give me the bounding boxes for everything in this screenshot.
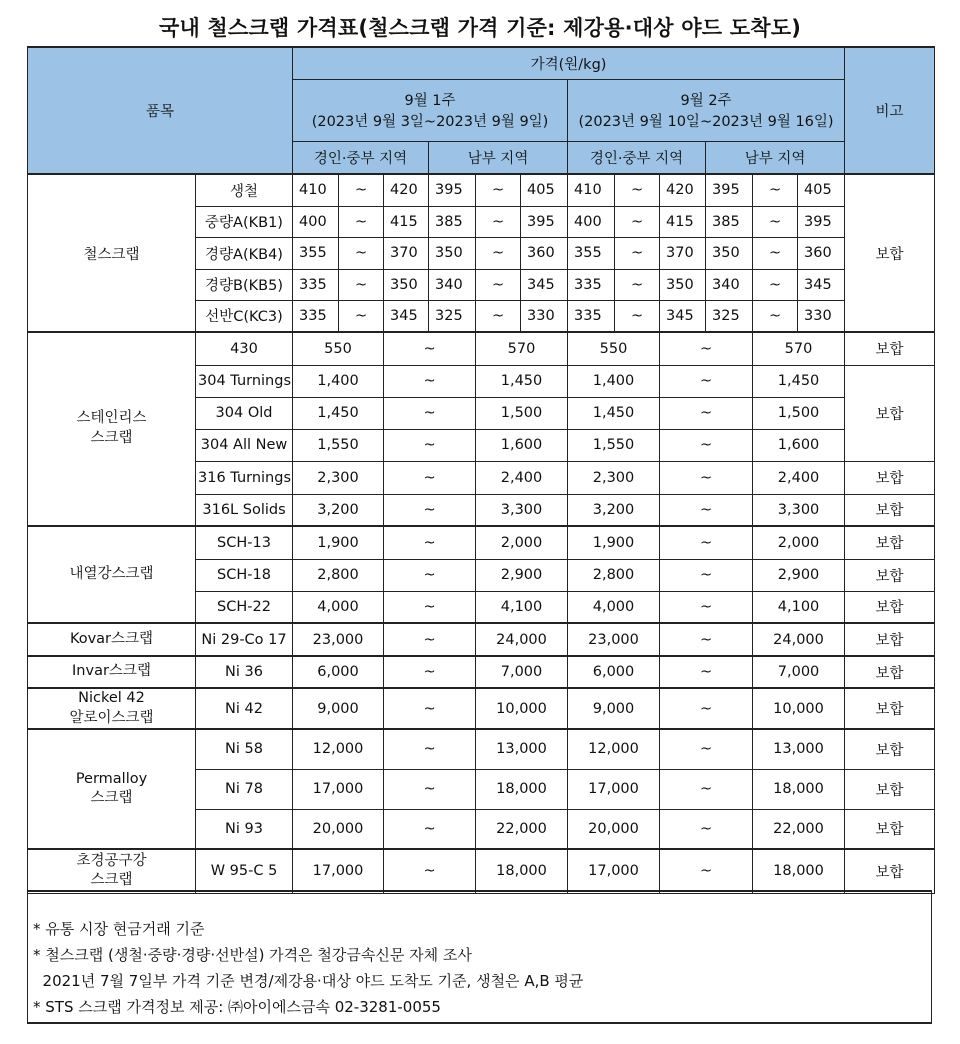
item-name: 430 [196, 332, 293, 365]
price-low: 1,900 [568, 526, 660, 559]
price-low: 325 [429, 300, 476, 332]
item-name: 선반C(KC3) [196, 300, 293, 332]
price-high: 330 [798, 300, 845, 332]
price-high: 415 [384, 206, 429, 237]
category-label: 철스크랩 [28, 174, 196, 332]
range-tilde: ~ [660, 332, 753, 365]
range-tilde: ~ [476, 206, 521, 237]
price-high: 345 [660, 300, 706, 332]
price-low: 23,000 [293, 623, 384, 656]
range-tilde: ~ [384, 656, 476, 688]
price-low: 395 [706, 174, 753, 206]
remark: 보합 [845, 769, 935, 809]
price-low: 340 [706, 269, 753, 300]
note-line: * 철스크랩 (생철·중량·경량·선반설) 가격은 철강금속신문 자체 조사 [33, 946, 472, 964]
price-high: 360 [521, 237, 568, 269]
price-high: 24,000 [753, 623, 845, 656]
price-high: 18,000 [753, 769, 845, 809]
remark: 보합 [845, 591, 935, 623]
range-tilde: ~ [660, 656, 753, 688]
price-high: 2,400 [476, 461, 568, 494]
header-region-south-w2: 남부 지역 [706, 141, 845, 174]
range-tilde: ~ [660, 397, 753, 429]
table-row [28, 688, 935, 729]
price-low: 3,200 [293, 494, 384, 526]
item-name: 중량A(KB1) [196, 206, 293, 237]
price-high: 2,900 [476, 559, 568, 591]
item-name: Ni 58 [196, 729, 293, 769]
table-row [28, 332, 935, 365]
header-remarks: 비고 [845, 47, 935, 174]
category-label: Permalloy 스크랩 [28, 729, 196, 849]
header-region-south-w1: 남부 지역 [429, 141, 568, 174]
price-high: 13,000 [753, 729, 845, 769]
range-tilde: ~ [660, 494, 753, 526]
price-high: 345 [798, 269, 845, 300]
price-low: 1,450 [568, 397, 660, 429]
range-tilde: ~ [384, 332, 476, 365]
range-tilde: ~ [615, 269, 660, 300]
price-low: 23,000 [568, 623, 660, 656]
price-low: 6,000 [568, 656, 660, 688]
range-tilde: ~ [476, 237, 521, 269]
price-table [27, 46, 935, 894]
range-tilde: ~ [660, 559, 753, 591]
range-tilde: ~ [615, 300, 660, 332]
range-tilde: ~ [339, 206, 384, 237]
range-tilde: ~ [384, 429, 476, 461]
price-high: 4,100 [753, 591, 845, 623]
price-high: 395 [521, 206, 568, 237]
remark: 보합 [845, 526, 935, 559]
price-low: 385 [706, 206, 753, 237]
price-high: 420 [660, 174, 706, 206]
range-tilde: ~ [384, 623, 476, 656]
range-tilde: ~ [615, 206, 660, 237]
range-tilde: ~ [384, 729, 476, 769]
price-low: 9,000 [568, 688, 660, 729]
remark: 보합 [845, 494, 935, 526]
price-high: 415 [660, 206, 706, 237]
range-tilde: ~ [753, 300, 798, 332]
price-low: 550 [568, 332, 660, 365]
range-tilde: ~ [753, 206, 798, 237]
range-tilde: ~ [339, 237, 384, 269]
range-tilde: ~ [753, 237, 798, 269]
price-low: 340 [429, 269, 476, 300]
item-name: Ni 36 [196, 656, 293, 688]
price-low: 1,400 [293, 365, 384, 397]
range-tilde: ~ [753, 269, 798, 300]
table-row [28, 623, 935, 656]
price-high: 570 [753, 332, 845, 365]
header-region-central-w1: 경인·중부 지역 [293, 141, 429, 174]
range-tilde: ~ [660, 623, 753, 656]
price-low: 17,000 [568, 849, 660, 893]
item-name: SCH-13 [196, 526, 293, 559]
item-name: 경량B(KB5) [196, 269, 293, 300]
range-tilde: ~ [384, 559, 476, 591]
price-low: 350 [429, 237, 476, 269]
price-low: 17,000 [568, 769, 660, 809]
range-tilde: ~ [339, 300, 384, 332]
price-low: 12,000 [568, 729, 660, 769]
price-high: 1,450 [753, 365, 845, 397]
page-title: 국내 철스크랩 가격표(철스크랩 가격 기준: 제강용·대상 야드 도착도) [158, 16, 802, 40]
price-high: 350 [660, 269, 706, 300]
price-high: 405 [798, 174, 845, 206]
header-price-unit: 가격(원/kg) [293, 47, 845, 79]
item-name: 생철 [196, 174, 293, 206]
price-low: 395 [429, 174, 476, 206]
range-tilde: ~ [660, 729, 753, 769]
price-low: 2,300 [293, 461, 384, 494]
category-label: 초경공구강 스크랩 [28, 849, 196, 893]
week1-range: (2023년 9월 3일~2023년 9월 9일) [311, 114, 549, 130]
price-low: 325 [706, 300, 753, 332]
note-line: * STS 스크랩 가격정보 제공: ㈜아이에스금속 02-3281-0055 [33, 998, 441, 1016]
price-high: 1,600 [753, 429, 845, 461]
category-label: 내열강스크랩 [28, 526, 196, 623]
price-high: 370 [660, 237, 706, 269]
item-name: SCH-18 [196, 559, 293, 591]
price-high: 330 [521, 300, 568, 332]
price-low: 355 [293, 237, 339, 269]
price-low: 550 [293, 332, 384, 365]
price-low: 12,000 [293, 729, 384, 769]
remark: 보합 [845, 809, 935, 849]
price-low: 1,900 [293, 526, 384, 559]
price-high: 2,000 [753, 526, 845, 559]
item-name: Ni 29-Co 17 [196, 623, 293, 656]
price-low: 4,000 [568, 591, 660, 623]
price-high: 18,000 [476, 849, 568, 893]
price-low: 400 [568, 206, 615, 237]
range-tilde: ~ [384, 365, 476, 397]
week2-range: (2023년 9월 10일~2023년 9월 16일) [578, 114, 834, 130]
item-name: SCH-22 [196, 591, 293, 623]
remark: 보합 [845, 559, 935, 591]
remark: 보합 [845, 849, 935, 893]
price-high: 1,450 [476, 365, 568, 397]
price-low: 2,800 [293, 559, 384, 591]
price-low: 4,000 [293, 591, 384, 623]
price-high: 10,000 [476, 688, 568, 729]
range-tilde: ~ [339, 269, 384, 300]
price-high: 350 [384, 269, 429, 300]
price-high: 18,000 [476, 769, 568, 809]
price-low: 410 [568, 174, 615, 206]
range-tilde: ~ [660, 809, 753, 849]
price-high: 7,000 [476, 656, 568, 688]
week1-label: 9월 1주 [404, 93, 456, 109]
price-low: 3,200 [568, 494, 660, 526]
remark: 보합 [845, 688, 935, 729]
remark: 보합 [845, 174, 935, 332]
price-low: 1,450 [293, 397, 384, 429]
price-high: 370 [384, 237, 429, 269]
range-tilde: ~ [476, 269, 521, 300]
category-label: Nickel 42 알로이스크랩 [28, 688, 196, 729]
week2-label: 9월 2주 [680, 93, 732, 109]
price-high: 22,000 [476, 809, 568, 849]
price-low: 17,000 [293, 769, 384, 809]
price-high: 13,000 [476, 729, 568, 769]
price-high: 420 [384, 174, 429, 206]
range-tilde: ~ [660, 526, 753, 559]
item-name: 304 All New [196, 429, 293, 461]
range-tilde: ~ [339, 174, 384, 206]
range-tilde: ~ [615, 237, 660, 269]
remark: 보합 [845, 365, 935, 461]
range-tilde: ~ [384, 494, 476, 526]
price-high: 2,000 [476, 526, 568, 559]
price-high: 570 [476, 332, 568, 365]
item-name: W 95-C 5 [196, 849, 293, 893]
header-week1 [293, 79, 568, 141]
category-label: 스테인리스 스크랩 [28, 332, 196, 526]
price-high: 1,600 [476, 429, 568, 461]
price-high: 3,300 [476, 494, 568, 526]
item-name: Ni 42 [196, 688, 293, 729]
price-low: 20,000 [568, 809, 660, 849]
range-tilde: ~ [384, 397, 476, 429]
price-high: 2,900 [753, 559, 845, 591]
price-high: 1,500 [753, 397, 845, 429]
range-tilde: ~ [660, 461, 753, 494]
note-line: 2021년 7월 7일부 가격 기준 변경/제강용·대상 야드 도착도 기준, 생철은 A,B 평균 [33, 972, 584, 990]
category-label: Invar스크랩 [28, 656, 196, 688]
range-tilde: ~ [384, 526, 476, 559]
price-low: 335 [293, 300, 339, 332]
price-low: 17,000 [293, 849, 384, 893]
price-high: 10,000 [753, 688, 845, 729]
range-tilde: ~ [384, 591, 476, 623]
remark: 보합 [845, 623, 935, 656]
price-high: 3,300 [753, 494, 845, 526]
price-high: 4,100 [476, 591, 568, 623]
range-tilde: ~ [384, 688, 476, 729]
range-tilde: ~ [384, 461, 476, 494]
header-week2 [568, 79, 845, 141]
price-low: 20,000 [293, 809, 384, 849]
price-low: 335 [293, 269, 339, 300]
range-tilde: ~ [384, 849, 476, 893]
remark: 보합 [845, 332, 935, 365]
price-low: 1,400 [568, 365, 660, 397]
header-item: 품목 [28, 47, 293, 174]
table-row [28, 174, 935, 206]
price-high: 405 [521, 174, 568, 206]
item-name: 316 Turnings [196, 461, 293, 494]
item-name: 304 Old [196, 397, 293, 429]
price-low: 1,550 [293, 429, 384, 461]
item-name: 304 Turnings [196, 365, 293, 397]
table-row [28, 729, 935, 769]
remark: 보합 [845, 461, 935, 494]
price-low: 335 [568, 300, 615, 332]
range-tilde: ~ [384, 809, 476, 849]
table-row [28, 656, 935, 688]
range-tilde: ~ [660, 849, 753, 893]
price-low: 9,000 [293, 688, 384, 729]
price-high: 7,000 [753, 656, 845, 688]
price-low: 385 [429, 206, 476, 237]
price-low: 355 [568, 237, 615, 269]
item-name: 316L Solids [196, 494, 293, 526]
item-name: Ni 78 [196, 769, 293, 809]
price-high: 395 [798, 206, 845, 237]
range-tilde: ~ [660, 688, 753, 729]
header-region-central-w2: 경인·중부 지역 [568, 141, 706, 174]
range-tilde: ~ [753, 174, 798, 206]
price-high: 345 [521, 269, 568, 300]
price-low: 6,000 [293, 656, 384, 688]
price-high: 345 [384, 300, 429, 332]
item-name: 경량A(KB4) [196, 237, 293, 269]
range-tilde: ~ [384, 769, 476, 809]
notes-box [27, 890, 932, 1024]
price-high: 24,000 [476, 623, 568, 656]
price-low: 1,550 [568, 429, 660, 461]
price-low: 350 [706, 237, 753, 269]
table-row [28, 849, 935, 893]
range-tilde: ~ [660, 769, 753, 809]
price-low: 400 [293, 206, 339, 237]
price-table-body [28, 174, 935, 893]
remark: 보합 [845, 656, 935, 688]
price-high: 2,400 [753, 461, 845, 494]
range-tilde: ~ [660, 429, 753, 461]
price-low: 2,300 [568, 461, 660, 494]
remark: 보합 [845, 729, 935, 769]
range-tilde: ~ [660, 591, 753, 623]
table-row [28, 526, 935, 559]
price-low: 2,800 [568, 559, 660, 591]
price-high: 360 [798, 237, 845, 269]
price-low: 335 [568, 269, 615, 300]
range-tilde: ~ [476, 174, 521, 206]
item-name: Ni 93 [196, 809, 293, 849]
range-tilde: ~ [660, 365, 753, 397]
price-high: 22,000 [753, 809, 845, 849]
range-tilde: ~ [476, 300, 521, 332]
price-high: 1,500 [476, 397, 568, 429]
category-label: Kovar스크랩 [28, 623, 196, 656]
range-tilde: ~ [615, 174, 660, 206]
price-high: 18,000 [753, 849, 845, 893]
note-line: * 유통 시장 현금거래 기준 [33, 920, 205, 938]
price-low: 410 [293, 174, 339, 206]
